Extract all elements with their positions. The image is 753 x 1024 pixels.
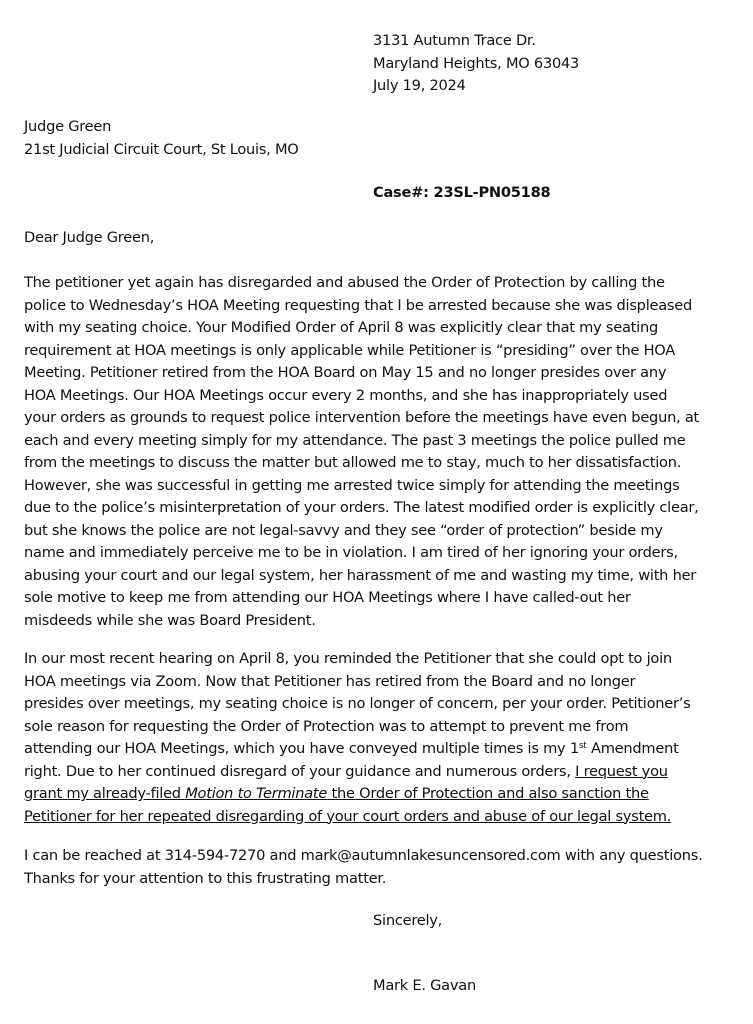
body-paragraph-2 bbox=[24, 648, 730, 828]
line-segment: right. Due to her continued disregard of your guidance and numerous orders, bbox=[24, 762, 576, 780]
sender-city-state-zip: Maryland Heights, MO 63043 bbox=[373, 54, 580, 72]
paragraph-line: The petitioner yet again has disregarded and abused the Order of Protection by calling the bbox=[24, 274, 665, 291]
case-number: Case#: 23SL-PN05188 bbox=[373, 184, 551, 201]
paragraph-line: name and immediately perceive me to be in violation. I am tired of her ignoring your orders, bbox=[24, 544, 678, 561]
paragraph-line: I can be reached at 314-594-7270 and mark@autumnlakesuncensored.com with any questions. bbox=[24, 847, 703, 864]
recipient-court: 21st Judicial Circuit Court, St Louis, MO bbox=[24, 140, 299, 158]
line-segment: Amendment bbox=[586, 740, 679, 757]
paragraph-line: abusing your court and our legal system, her harassment of me and wasting my time, with her bbox=[24, 566, 697, 584]
paragraph-line: presides over meetings, my seating choice is no longer of concern, per your order. Petitioner’s bbox=[24, 695, 691, 712]
paragraph-line bbox=[24, 761, 730, 784]
paragraph-line: each and every meeting simply for my attendance. The past 3 meetings the police pulled me bbox=[24, 431, 686, 449]
paragraph-line bbox=[24, 738, 730, 761]
paragraph-line: police to Wednesday’s HOA Meeting requesting that I be arrested because she was displeased bbox=[24, 296, 693, 314]
salutation: Dear Judge Green, bbox=[24, 229, 155, 246]
closing: Sincerely, bbox=[373, 912, 443, 929]
line-segment: the Order of Protection and also sanction the bbox=[327, 785, 649, 802]
paragraph-line: In our most recent hearing on April 8, you reminded the Petitioner that she could opt to join bbox=[24, 650, 672, 667]
paragraph-line: HOA Meetings. Our HOA Meetings occur every 2 months, and she has inappropriately used bbox=[24, 386, 668, 404]
paragraph-line: sole motive to keep me from attending our HOA Meetings where I have called-out her bbox=[24, 589, 631, 606]
recipient-name: Judge Green bbox=[24, 118, 112, 135]
paragraph-line: However, she was successful in getting me arrested twice simply for attending the meetings bbox=[24, 476, 680, 494]
paragraph-line: requirement at HOA meetings is only applicable while Petitioner is “presiding” over the HOA bbox=[24, 341, 676, 359]
paragraph-line: your orders as grounds to request police intervention before the meetings have even begun, at bbox=[24, 409, 700, 426]
paragraph-line: but she knows the police are not legal-savvy and they see “order of protection” beside my bbox=[24, 521, 663, 539]
letter-date: July 19, 2024 bbox=[373, 77, 466, 94]
signature-name: Mark E. Gavan bbox=[373, 977, 476, 994]
motion-title-italic: Motion to Terminate bbox=[185, 785, 328, 802]
paragraph-line: from the meetings to discuss the matter but allowed me to stay, much to her dissatisfaction. bbox=[24, 454, 682, 471]
sender-street: 3131 Autumn Trace Dr. bbox=[373, 32, 536, 49]
recipient-address-block bbox=[24, 116, 299, 161]
paragraph-line: HOA meetings via Zoom. Now that Petitioner has retired from the Board and no longer bbox=[24, 672, 636, 690]
paragraph-line: misdeeds while she was Board President. bbox=[24, 611, 316, 629]
sender-address-block bbox=[373, 30, 579, 98]
body-paragraph-3 bbox=[24, 845, 730, 890]
paragraph-line: due to the police’s misinterpretation of your orders. The latest modified order is explicitly clear, bbox=[24, 499, 699, 516]
line-segment: attending our HOA Meetings, which you have conveyed multiple times is my 1 bbox=[24, 740, 579, 757]
superscript-ordinal: st bbox=[578, 741, 587, 751]
paragraph-line: with my seating choice. Your Modified Order of April 8 was explicitly clear that my seating bbox=[24, 319, 658, 336]
line-segment: grant my already-filed bbox=[24, 785, 186, 802]
body-paragraph-1 bbox=[24, 272, 730, 632]
paragraph-line: Thanks for your attention to this frustrating matter. bbox=[24, 869, 387, 887]
paragraph-line: Meeting. Petitioner retired from the HOA Board on May 15 and no longer presides over any bbox=[24, 364, 667, 381]
paragraph-line-underlined bbox=[24, 783, 730, 806]
underlined-request: I request you bbox=[575, 762, 668, 780]
paragraph-line: sole reason for requesting the Order of Protection was to attempt to prevent me from bbox=[24, 717, 629, 735]
paragraph-line-underlined: Petitioner for her repeated disregarding of your court orders and abuse of our legal system. bbox=[24, 807, 672, 825]
